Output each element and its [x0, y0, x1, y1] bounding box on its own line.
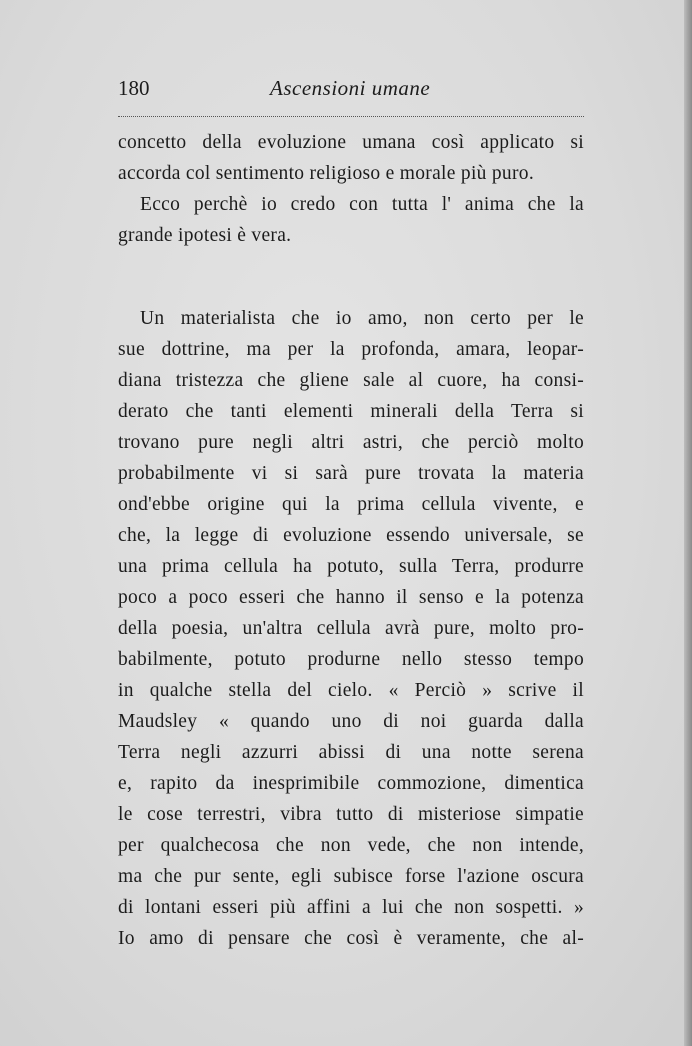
text-line: diana tristezza che gliene sale al cuore, ha consi-	[118, 370, 584, 391]
text-line: ma che pur sente, egli subisce forse l'azione oscura	[118, 866, 584, 887]
text-line: concetto della evoluzione umana così applicato si	[118, 132, 584, 153]
paragraph-continued	[118, 127, 584, 189]
text-line: in qualche stella del cielo. « Perciò » scrive il	[118, 680, 584, 701]
text-line: le cose terrestri, vibra tutto di misteriose simpatie	[118, 804, 584, 825]
text-line: accorda col sentimento religioso e morale più puro.	[118, 163, 535, 184]
page-edge-shadow	[684, 0, 692, 1046]
running-title: Ascensioni umane	[270, 76, 431, 100]
text-line: ond'ebbe origine qui la prima cellula vivente, e	[118, 494, 584, 515]
text-line: grande ipotesi è vera.	[118, 225, 292, 246]
text-line: sue dottrine, ma per la profonda, amara, leopar-	[118, 339, 584, 360]
text-line: babilmente, potuto produrne nello stesso tempo	[118, 649, 584, 670]
text-line: Terra negli azzurri abissi di una notte serena	[118, 742, 584, 763]
text-line: trovano pure negli altri astri, che perciò molto	[118, 432, 584, 453]
text-line: che, la legge di evoluzione essendo universale, se	[118, 525, 584, 546]
paragraph-ecco	[118, 189, 584, 251]
page-number: 180	[118, 76, 150, 100]
running-header	[118, 76, 584, 106]
text-line: derato che tanti elementi minerali della Terra si	[118, 401, 584, 422]
text-line: poco a poco esseri che hanno il senso e la potenza	[118, 587, 584, 608]
text-block-top	[118, 127, 584, 251]
text-line: della poesia, un'altra cellula avrà pure, molto pro-	[118, 618, 584, 639]
text-line: Maudsley « quando uno di noi guarda dalla	[118, 711, 584, 732]
text-line: Ecco perchè io credo con tutta l' anima che la	[140, 194, 584, 215]
paragraph-materialista	[118, 303, 584, 954]
text-line: una prima cellula ha potuto, sulla Terra, produrre	[118, 556, 584, 577]
text-line: per qualchecosa che non vede, che non intende,	[118, 835, 584, 856]
text-line: probabilmente vi si sarà pure trovata la materia	[118, 463, 584, 484]
text-line: e, rapito da inesprimibile commozione, dimentica	[118, 773, 584, 794]
text-line: Io amo di pensare che così è veramente, che al-	[118, 928, 584, 949]
text-line: di lontani esseri più affini a lui che non sospetti. »	[118, 897, 584, 918]
header-rule	[118, 116, 584, 117]
text-line: Un materialista che io amo, non certo per le	[140, 308, 584, 329]
